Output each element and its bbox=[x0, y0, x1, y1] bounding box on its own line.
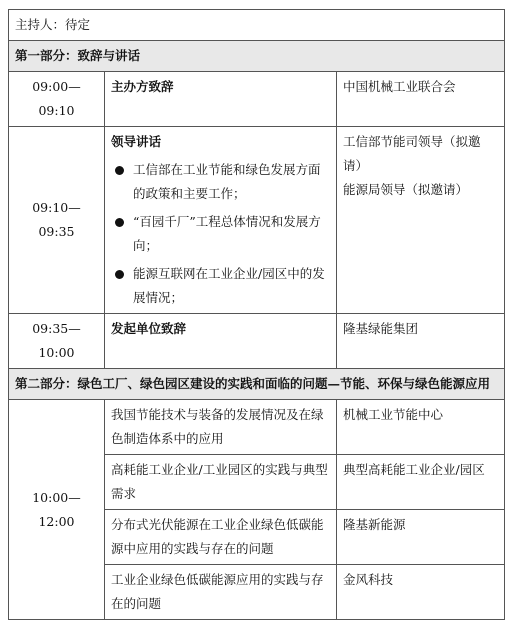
topic-cell: 发起单位致辞 bbox=[105, 314, 337, 369]
schedule-row bbox=[9, 314, 505, 369]
topic-cell: 我国节能技术与装备的发展情况及在绿色制造体系中的应用 bbox=[105, 400, 337, 455]
schedule-row bbox=[9, 127, 505, 314]
org-cell: 隆基绿能集团 bbox=[337, 314, 505, 369]
part1-title: 第一部分：致辞与讲话 bbox=[9, 41, 505, 72]
topic-cell: 主办方致辞 bbox=[105, 72, 337, 127]
bullet-text: 能源互联网在工业企业/园区中的发展情况； bbox=[133, 266, 325, 305]
org-line: 能源局领导（拟邀请） bbox=[343, 182, 469, 197]
org-cell: 机械工业节能中心 bbox=[337, 400, 505, 455]
topic-cell bbox=[105, 127, 337, 314]
bullet-item bbox=[111, 262, 330, 310]
time-cell: 09:10—09:35 bbox=[9, 127, 105, 314]
host-row bbox=[9, 10, 505, 41]
topic-heading: 领导讲话 bbox=[111, 134, 162, 149]
org-line: 工信部节能司领导（拟邀请） bbox=[343, 134, 481, 173]
bullet-dot-icon bbox=[115, 166, 124, 175]
bullet-dot-icon bbox=[115, 218, 124, 227]
agenda-table bbox=[8, 9, 505, 620]
topic-cell: 工业企业绿色低碳能源应用的实践与存在的问题 bbox=[105, 565, 337, 620]
time-cell: 09:00—09:10 bbox=[9, 72, 105, 127]
host-cell: 主持人：待定 bbox=[9, 10, 505, 41]
bullet-text: “百园千厂”工程总体情况和发展方向； bbox=[133, 214, 321, 253]
bullet-text: 工信部在工业节能和绿色发展方面的政策和主要工作； bbox=[133, 162, 321, 201]
topic-cell: 分布式光伏能源在工业企业绿色低碳能源中应用的实践与存在的问题 bbox=[105, 510, 337, 565]
part1-header-row bbox=[9, 41, 505, 72]
bullet-item bbox=[111, 210, 330, 258]
part2-header-row bbox=[9, 369, 505, 400]
time-cell: 09:35—10:00 bbox=[9, 314, 105, 369]
org-cell: 典型高耗能工业企业/园区 bbox=[337, 455, 505, 510]
bullet-item bbox=[111, 158, 330, 206]
time-cell: 10:00—12:00 bbox=[9, 400, 105, 620]
topic-bullet-list bbox=[111, 158, 330, 310]
org-cell: 中国机械工业联合会 bbox=[337, 72, 505, 127]
schedule-row bbox=[9, 72, 505, 127]
org-cell: 隆基新能源 bbox=[337, 510, 505, 565]
schedule-row bbox=[9, 400, 505, 455]
org-cell bbox=[337, 127, 505, 314]
org-cell: 金风科技 bbox=[337, 565, 505, 620]
part2-title: 第二部分：绿色工厂、绿色园区建设的实践和面临的问题—节能、环保与绿色能源应用 bbox=[9, 369, 505, 400]
topic-cell: 高耗能工业企业/工业园区的实践与典型需求 bbox=[105, 455, 337, 510]
bullet-dot-icon bbox=[115, 270, 124, 279]
